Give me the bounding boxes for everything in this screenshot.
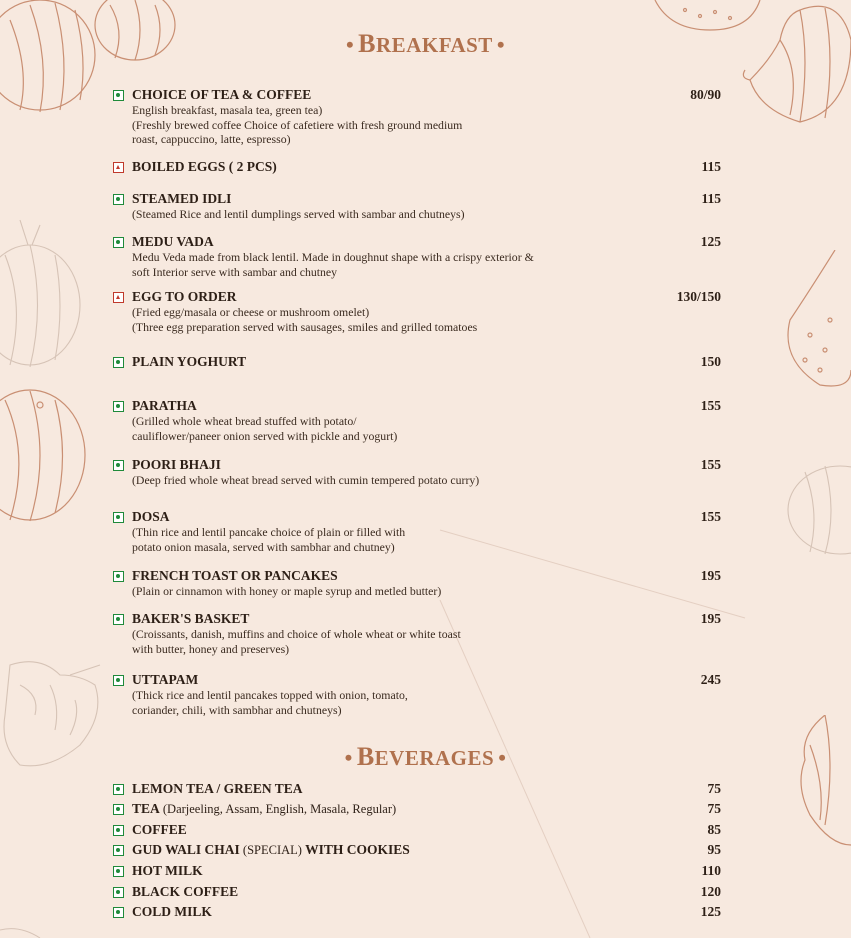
item-name (132, 801, 396, 817)
veg-mark-icon (113, 907, 124, 918)
item-name (132, 884, 238, 900)
veg-mark-icon (113, 90, 124, 101)
item-name-main: BLACK COFFEE (132, 884, 239, 899)
description-line: (Deep fried whole wheat bread served with cumin tempered potato curry) (132, 473, 480, 487)
item-price: 95 (707, 842, 721, 857)
description-line: cauliflower/paneer onion served with pickle and yogurt) (132, 428, 398, 443)
item-price: 155 (700, 398, 721, 413)
description-line: (Thick rice and lentil pancakes topped with onion, tomato, (132, 688, 408, 702)
item-name: FRENCH TOAST OR PANCAKES (132, 568, 338, 583)
veg-mark-icon (113, 825, 124, 836)
description-line: (Croissants, danish, muffins and choice of whole wheat or white toast (132, 627, 461, 641)
veg-mark-icon (113, 194, 124, 205)
item-name: BOILED EGGS ( 2 PCS) (132, 159, 277, 174)
onion-mid-sketch-icon (0, 385, 90, 525)
description-line: English breakfast, masala tea, green tea) (132, 103, 323, 117)
title-dot-right: • (496, 32, 506, 57)
item-price: 120 (700, 884, 721, 899)
veg-mark-icon (113, 887, 124, 898)
onion-right-sketch-icon (785, 462, 851, 557)
item-description (132, 103, 462, 147)
item-name-extra: (Darjeeling, Assam, English, Masala, Regular) (159, 802, 397, 816)
item-name-main: COLD MILK (132, 904, 212, 919)
item-description (132, 473, 479, 488)
item-price: 155 (700, 457, 721, 472)
item-name: PARATHA (132, 398, 197, 413)
item-name (132, 781, 303, 797)
description-line: (Three egg preparation served with sausages, smiles and grilled tomatoes (132, 319, 478, 334)
item-name-main: HOT MILK (132, 863, 203, 878)
beverages-section-title (0, 742, 851, 772)
veg-mark-icon (113, 237, 124, 248)
item-price: 115 (701, 159, 721, 174)
veg-mark-icon (113, 866, 124, 877)
item-price: 80/90 (690, 87, 721, 102)
veg-mark-icon (113, 460, 124, 471)
item-price: 125 (700, 904, 721, 919)
item-name: DOSA (132, 509, 170, 524)
veg-mark-icon (113, 614, 124, 625)
item-price: 85 (707, 822, 721, 837)
item-description (132, 305, 477, 334)
title-rest: REAKFAST (376, 33, 493, 57)
item-name: MEDU VADA (132, 234, 214, 249)
item-name: EGG TO ORDER (132, 289, 237, 304)
title-dot-left: • (344, 745, 353, 770)
item-name (132, 904, 212, 920)
nonveg-mark-icon (113, 292, 124, 303)
title-dot-right: • (498, 745, 507, 770)
item-price: 195 (700, 568, 721, 583)
veg-mark-icon (113, 512, 124, 523)
item-name: POORI BHAJI (132, 457, 221, 472)
description-line: (Fried egg/masala or cheese or mushroom omelet) (132, 305, 370, 319)
title-rest: EVERAGES (374, 746, 495, 770)
description-line: roast, cappuccino, latte, espresso) (132, 132, 291, 146)
item-name-main: TEA (132, 801, 160, 816)
item-description (132, 525, 405, 554)
item-name: BAKER'S BASKET (132, 611, 250, 626)
description-line: Medu Veda made from black lentil. Made in doughnut shape with a crispy exterior & (132, 250, 534, 264)
item-price: 150 (700, 354, 721, 369)
description-line: coriander, chili, with sambhar and chutneys) (132, 702, 342, 717)
item-price: 155 (700, 509, 721, 524)
veg-mark-icon (113, 571, 124, 582)
veg-mark-icon (113, 675, 124, 686)
description-line: (Thin rice and lentil pancake choice of plain or filled with (132, 525, 406, 539)
description-line: (Freshly brewed coffee Choice of cafetiere with fresh ground medium (132, 117, 463, 132)
veg-mark-icon (113, 357, 124, 368)
item-description (132, 688, 408, 717)
item-name-main: LEMON TEA / GREEN TEA (132, 781, 303, 796)
item-description (132, 250, 534, 279)
item-price: 110 (701, 863, 721, 878)
description-line: potato onion masala, served with sambhar and chutney) (132, 539, 395, 554)
description-line: soft Interior serve with sambar and chutney (132, 264, 338, 279)
veg-mark-icon (113, 784, 124, 795)
title-dot-left: • (345, 32, 355, 57)
item-name-extra: (SPECIAL) (239, 843, 302, 857)
description-line: (Plain or cinnamon with honey or maple syrup and metled butter) (132, 584, 442, 598)
item-name-main: COFFEE (132, 822, 187, 837)
veg-mark-icon (113, 845, 124, 856)
item-description (132, 414, 397, 443)
garlic-bottom-sketch-icon (795, 715, 851, 850)
veg-mark-icon (113, 401, 124, 412)
title-cap: B (358, 29, 377, 58)
item-name: PLAIN YOGHURT (132, 354, 247, 369)
breakfast-section-title (0, 29, 851, 59)
description-line: (Steamed Rice and lentil dumplings served with sambar and chutneys) (132, 207, 465, 221)
item-name (132, 842, 410, 858)
description-line: with butter, honey and preserves) (132, 641, 290, 656)
item-description (132, 207, 465, 222)
item-name-main: GUD WALI CHAI (132, 842, 240, 857)
item-description (132, 584, 441, 599)
item-price: 115 (701, 191, 721, 206)
item-price: 245 (700, 672, 721, 687)
description-line: (Grilled whole wheat bread stuffed with potato/ (132, 414, 357, 428)
item-price: 125 (700, 234, 721, 249)
item-price: 75 (707, 801, 721, 816)
item-price: 195 (700, 611, 721, 626)
item-name-suffix: WITH COOKIES (301, 842, 410, 857)
onion-left-sketch-icon (0, 215, 85, 375)
veg-mark-icon (113, 804, 124, 815)
fig-right-sketch-icon (780, 250, 851, 390)
item-price: 75 (707, 781, 721, 796)
item-description (132, 627, 461, 656)
item-price: 130/150 (676, 289, 721, 304)
garlic-sketch-icon (740, 0, 851, 130)
item-name: UTTAPAM (132, 672, 199, 687)
nonveg-mark-icon (113, 162, 124, 173)
item-name (132, 863, 203, 879)
title-cap: B (356, 742, 375, 771)
item-name (132, 822, 187, 838)
item-name: STEAMED IDLI (132, 191, 232, 206)
item-name: CHOICE OF TEA & COFFEE (132, 87, 312, 102)
